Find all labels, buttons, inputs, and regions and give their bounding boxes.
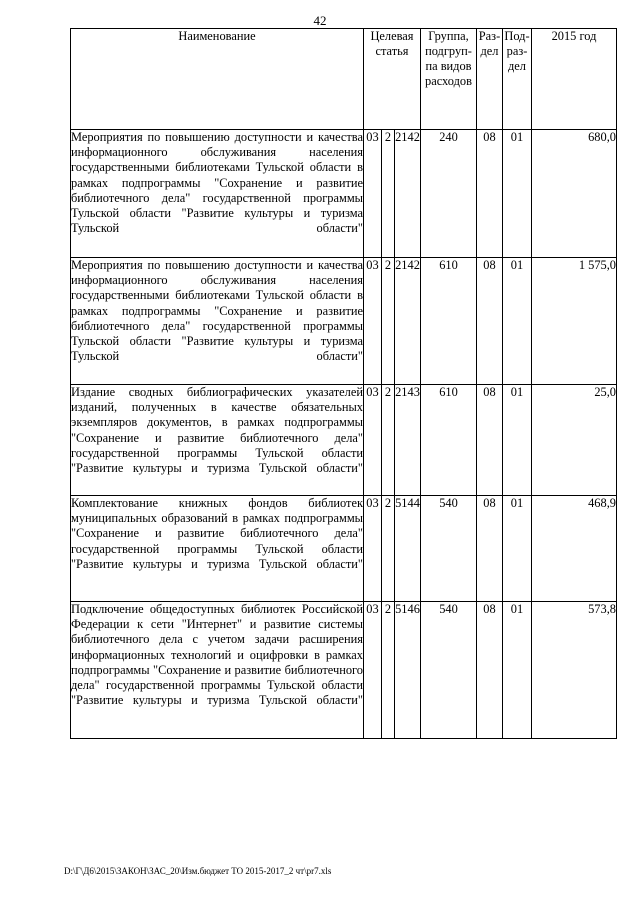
row-subsection: 01 (503, 385, 532, 496)
row-code-program: 03 (364, 602, 382, 739)
row-code-direction: 2142 (395, 130, 421, 258)
row-code-subprogram: 2 (382, 496, 395, 602)
row-code-direction: 5146 (395, 602, 421, 739)
header-name: Наименование (71, 29, 364, 130)
header-section-text: Раз-дел (478, 29, 501, 58)
table-header-row (71, 29, 617, 130)
row-code-subprogram: 2 (382, 385, 395, 496)
row-code-program: 03 (364, 496, 382, 602)
row-code-program: 03 (364, 258, 382, 385)
header-expense-group-text: Группа, подгруп-па видов расходов (425, 29, 472, 88)
table-row (71, 130, 617, 258)
row-subsection: 01 (503, 130, 532, 258)
row-name: Подключение общедоступных библиотек Российской Федерации к сети "Интернет" и развитие системы библиотечного дела с учетом задачи расширения информационных технологий и оцифровки в рамках подпрограммы "Сохранение и развитие библиотечного дела" государственной программы Тульской области "Развитие культуры и туризма Тульской области" (71, 602, 364, 739)
page-number: 42 (313, 13, 327, 28)
row-expense-group: 610 (421, 385, 477, 496)
row-code-subprogram: 2 (382, 130, 395, 258)
table-row (71, 602, 617, 739)
row-code-direction: 2142 (395, 258, 421, 385)
header-target-article-text: Целевая статья (370, 29, 414, 58)
row-amount: 680,0 (532, 130, 617, 258)
row-code-direction: 2143 (395, 385, 421, 496)
row-expense-group: 240 (421, 130, 477, 258)
row-section: 08 (477, 130, 503, 258)
row-code-direction: 5144 (395, 496, 421, 602)
header-target-article (364, 29, 421, 130)
row-code-program: 03 (364, 385, 382, 496)
row-section: 08 (477, 385, 503, 496)
row-section: 08 (477, 258, 503, 385)
row-name: Издание сводных библиографических указателей изданий, полученных в качестве обязательных экземпляров документов, в рамках подпрограммы "Сохранение и развитие библиотечного дела" государственной программы Тульской области "Развитие культуры и туризма Тульской области" (71, 385, 364, 496)
table-row (71, 385, 617, 496)
row-section: 08 (477, 496, 503, 602)
row-code-program: 03 (364, 130, 382, 258)
row-code-subprogram: 2 (382, 602, 395, 739)
row-amount: 25,0 (532, 385, 617, 496)
row-code-subprogram: 2 (382, 258, 395, 385)
row-name: Мероприятия по повышению доступности и качества информационного обслуживания населения государственными библиотеками Тульской области в рамках подпрограммы "Сохранение и развитие библиотечного дела" государственной программы Тульской области "Развитие культуры и туризма Тульской области" (71, 130, 364, 258)
row-expense-group: 610 (421, 258, 477, 385)
row-amount: 573,8 (532, 602, 617, 739)
row-expense-group: 540 (421, 496, 477, 602)
header-subsection (503, 29, 532, 130)
row-name: Мероприятия по повышению доступности и качества информационного обслуживания населения государственными библиотеками Тульской области в рамках подпрограммы "Сохранение и развитие библиотечного дела" государственной программы Тульской области "Развитие культуры и туризма Тульской области" (71, 258, 364, 385)
row-subsection: 01 (503, 496, 532, 602)
row-name: Комплектование книжных фондов библиотек муниципальных образований в рамках подпрограммы "Сохранение и развитие библиотечного дела" государственной программы Тульской области "Развитие культуры и туризма Тульской области" (71, 496, 364, 602)
row-subsection: 01 (503, 602, 532, 739)
footer-file-path: D:\Г\Д6\2015\ЗАКОН\ЗАС_20\Изм.бюджет ТО 2015-2017_2 чт\pr7.xls (64, 866, 332, 876)
table-row (71, 496, 617, 602)
budget-table (70, 28, 617, 739)
table-row (71, 258, 617, 385)
header-section (477, 29, 503, 130)
row-amount: 1 575,0 (532, 258, 617, 385)
header-year: 2015 год (532, 29, 617, 130)
header-expense-group (421, 29, 477, 130)
row-amount: 468,9 (532, 496, 617, 602)
row-subsection: 01 (503, 258, 532, 385)
header-subsection-text: Под-раз-дел (504, 29, 530, 73)
row-section: 08 (477, 602, 503, 739)
row-expense-group: 540 (421, 602, 477, 739)
